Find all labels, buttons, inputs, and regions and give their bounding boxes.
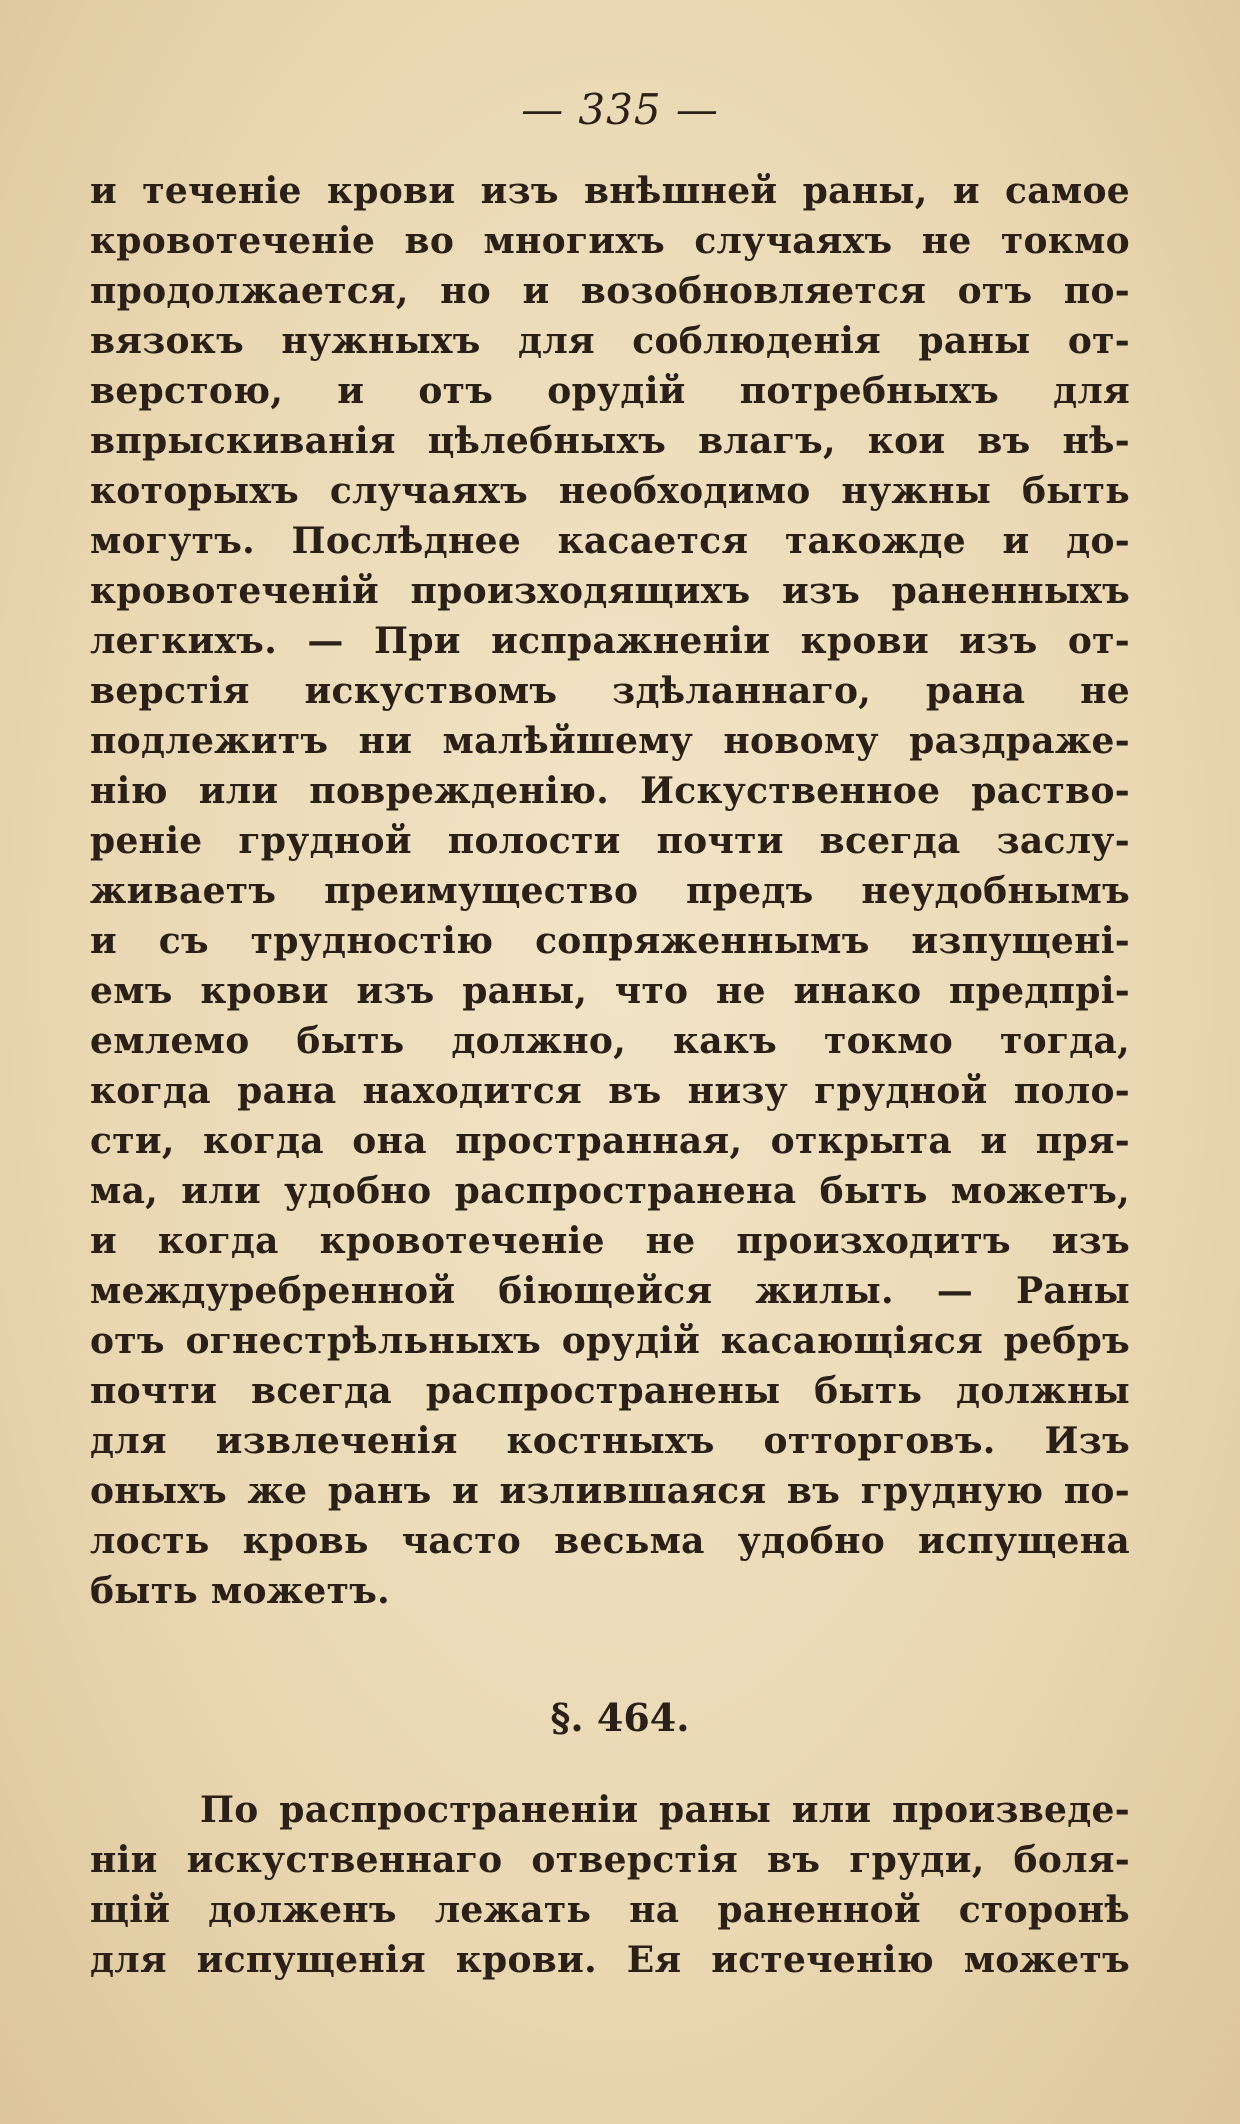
text-line: По распространеніи раны или произведе- — [200, 1789, 1130, 1831]
text-line: впрыскиванія цѣлебныхъ влагъ, кои въ нѣ- — [90, 420, 1130, 462]
text-line: щій долженъ лежать на раненной сторонѣ — [90, 1889, 1130, 1931]
text-line: кровотеченій произходящихъ изъ раненныхъ — [90, 570, 1130, 612]
section-heading: §. 464. — [550, 1695, 690, 1740]
text-line: быть можетъ. — [90, 1570, 390, 1612]
text-line: и теченіе крови изъ внѣшней раны, и самое — [90, 170, 1130, 212]
text-line: вязокъ нужныхъ для соблюденія раны от- — [90, 320, 1130, 362]
text-line: емъ крови изъ раны, что не инако предпрі- — [90, 970, 1130, 1012]
text-line: продолжается, но и возобновляется отъ по- — [90, 270, 1130, 312]
text-line: верстою, и отъ орудій потребныхъ для — [90, 370, 1130, 412]
text-line: верстія искуствомъ здѣланнаго, рана не — [90, 670, 1130, 712]
text-line: подлежитъ ни малѣйшему новому раздраже- — [90, 720, 1130, 762]
text-line: кровотеченіе во многихъ случаяхъ не токмо — [90, 220, 1130, 262]
text-line: емлемо быть должно, какъ токмо тогда, — [90, 1020, 1130, 1062]
paragraph-1 — [90, 166, 1130, 1616]
page-number: — 335 — — [521, 85, 719, 134]
text-line: оныхъ же ранъ и излившаяся въ грудную по- — [90, 1470, 1130, 1512]
text-line: для испущенія крови. Ея истеченію можетъ — [90, 1939, 1130, 1981]
text-line: живаетъ преимущество предъ неудобнымъ — [90, 870, 1130, 912]
text-line: ніи искуственнаго отверстія въ груди, боля- — [90, 1839, 1130, 1881]
text-line: легкихъ. — При испражненіи крови изъ от- — [90, 620, 1130, 662]
text-line: лость кровь часто весьма удобно испущена — [90, 1520, 1130, 1562]
text-line: которыхъ случаяхъ необходимо нужны быть — [90, 470, 1130, 512]
text-line: сти, когда она пространная, открыта и пря- — [90, 1120, 1130, 1162]
text-line: и съ трудностію сопряженнымъ изпущені- — [90, 920, 1130, 962]
text-line: нію или поврежденію. Искуственное раство- — [90, 770, 1130, 812]
text-line: когда рана находится въ низу грудной поло- — [90, 1070, 1130, 1112]
text-line: и когда кровотеченіе не произходитъ изъ — [90, 1220, 1130, 1262]
text-line: междуребренной біющейся жилы. — Раны — [90, 1270, 1130, 1312]
text-line: могутъ. Послѣднее касается такожде и до- — [90, 520, 1130, 562]
text-line: почти всегда распространены быть должны — [90, 1370, 1130, 1412]
paragraph-2 — [90, 1785, 1130, 1985]
text-line: ма, или удобно распространена быть можетъ, — [90, 1170, 1130, 1212]
text-line: для извлеченія костныхъ отторговъ. Изъ — [90, 1420, 1130, 1462]
text-line: реніе грудной полости почти всегда заслу- — [90, 820, 1130, 862]
text-line: отъ огнестрѣльныхъ орудій касающіяся ребръ — [90, 1320, 1130, 1362]
